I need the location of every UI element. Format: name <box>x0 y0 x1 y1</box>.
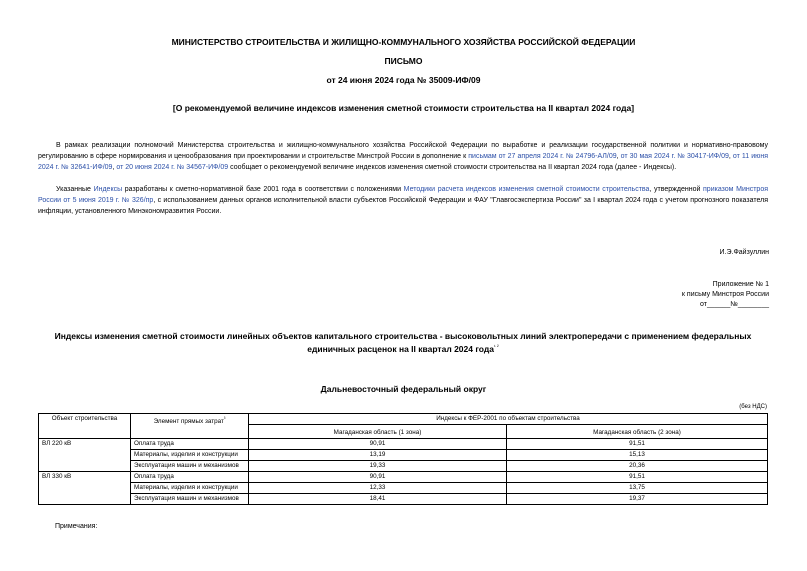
link-letter-20-june[interactable]: от 20 июня 2024 г. № 34567-ИФ/09 <box>116 164 229 171</box>
table-row <box>39 450 768 461</box>
cell-zone-1: 19,33 <box>249 461 507 472</box>
cell-zone-2: 13,75 <box>507 483 768 494</box>
link-letter-30-may[interactable]: от 30 мая 2024 г. № 30417-ИФ/09 <box>620 153 729 160</box>
signature: И.Э.Файзуллин <box>719 249 769 256</box>
header-object: Объект строительства <box>39 414 131 439</box>
doc-type: ПИСЬМО <box>384 56 423 66</box>
link-order-326[interactable]: приказом Минстроя России от 5 июня 2019 г. № 326/пр <box>38 186 769 204</box>
appendix-line-1: Приложение № 1 <box>712 281 769 288</box>
appendix-line-2: к письму Минстроя России <box>681 291 769 298</box>
table-title: Индексы изменения сметной стоимости линейных объектов капитального строительства - высоковольтных линий электропередачи с применением федеральных единичных расценок на II квартал 2024 года$^{^1 ^2}$ <box>54 331 752 354</box>
notes-label: Примечания: <box>55 523 98 530</box>
cell-zone-1: 13,19 <box>249 450 507 461</box>
cell-zone-2: 19,37 <box>507 494 768 505</box>
link-methodology[interactable]: Методики расчета индексов изменения сметной стоимости строительства <box>403 186 650 193</box>
paragraph-1: В рамках реализации полномочий Министерства строительства и жилищно-коммунального хозяйства Российской Федерации по выработке и реализации государственной политики и нормативно-правовому регулированию в сфере нормирования и ценообразования при проектировании и строительстве Минстрой России в дополнение к письмам от 27 апреля 2024 г. № 24796-АЛ/09, от 30 мая 2024 г. № 30417-ИФ/09, от 11 июня 2024 г. № 32641-ИФ/09, от 20 июня 2024 г. № 34567-ИФ/09 сообщает о рекомендуемой величине индексов изменения сметной стоимости строительства на II квартал 2024 года (далее - Индексы). <box>38 142 769 171</box>
doc-subject: [О рекомендуемой величине индексов изменения сметной стоимости строительства на II квартал 2024 года] <box>172 103 635 113</box>
table-row <box>39 483 768 494</box>
cell-object: ВЛ 330 кВ <box>39 472 131 505</box>
paragraph-2: Указанные Индексы разработаны к сметно-нормативной базе 2001 года в соответствии с положениями Методики расчета индексов изменения сметной стоимости строительства, утвержденной приказом Минстроя России от 5 июня 2019 г. № 326/пр, с использованием данных органов исполнительной власти субъектов Российской Федерации и ФАУ "Главгосэкспертиза России" за I квартал 2024 года с учетом прогнозного показателя инфляции, установленного Минэкономразвития России. <box>38 186 769 215</box>
link-letter-11-june[interactable]: от 11 июня 2024 г. № 32641-ИФ/09 <box>38 153 769 171</box>
cell-element: Материалы, изделия и конструкции <box>131 483 249 494</box>
table-row <box>39 472 768 483</box>
footnote-mark: ³ <box>223 416 226 421</box>
cell-zone-1: 18,41 <box>249 494 507 505</box>
indices-table <box>38 413 768 505</box>
cell-zone-2: 91,51 <box>507 439 768 450</box>
cell-element: Эксплуатация машин и механизмов <box>131 461 249 472</box>
table-row <box>39 494 768 505</box>
header-zone-2: Магаданская область (2 зона) <box>507 425 768 439</box>
doc-date-number: от 24 июня 2024 года № 35009-ИФ/09 <box>326 75 481 85</box>
appendix-line-3: от______№________ <box>700 301 769 308</box>
cell-element: Оплата труда <box>131 472 249 483</box>
link-letter-27-april[interactable]: письмам от 27 апреля 2024 г. № 24796-АЛ/09 <box>468 153 617 160</box>
cell-element: Эксплуатация машин и механизмов <box>131 494 249 505</box>
cell-element: Материалы, изделия и конструкции <box>131 450 249 461</box>
cell-zone-1: 90,91 <box>249 472 507 483</box>
cell-element: Оплата труда <box>131 439 249 450</box>
header-zone-1: Магаданская область (1 зона) <box>249 425 507 439</box>
vat-note: (без НДС) <box>739 404 767 410</box>
table-row <box>39 439 768 450</box>
footnote-marks: ¹ ² <box>493 344 499 350</box>
header-indices: Индексы к ФЕР-2001 по объектам строительства <box>249 414 768 425</box>
header-element: Элемент прямых затрат$^{^3}$ <box>131 414 249 439</box>
cell-zone-2: 91,51 <box>507 472 768 483</box>
cell-zone-2: 20,36 <box>507 461 768 472</box>
cell-object: ВЛ 220 кВ <box>39 439 131 472</box>
cell-zone-1: 12,33 <box>249 483 507 494</box>
cell-zone-2: 15,13 <box>507 450 768 461</box>
district-title: Дальневосточный федеральный округ <box>320 384 487 394</box>
table-row <box>39 461 768 472</box>
ministry-title: МИНИСТЕРСТВО СТРОИТЕЛЬСТВА И ЖИЛИЩНО-КОММУНАЛЬНОГО ХОЗЯЙСТВА РОССИЙСКОЙ ФЕДЕРАЦИИ <box>171 37 636 47</box>
link-indices[interactable]: Индексы <box>93 186 123 193</box>
cell-zone-1: 90,91 <box>249 439 507 450</box>
